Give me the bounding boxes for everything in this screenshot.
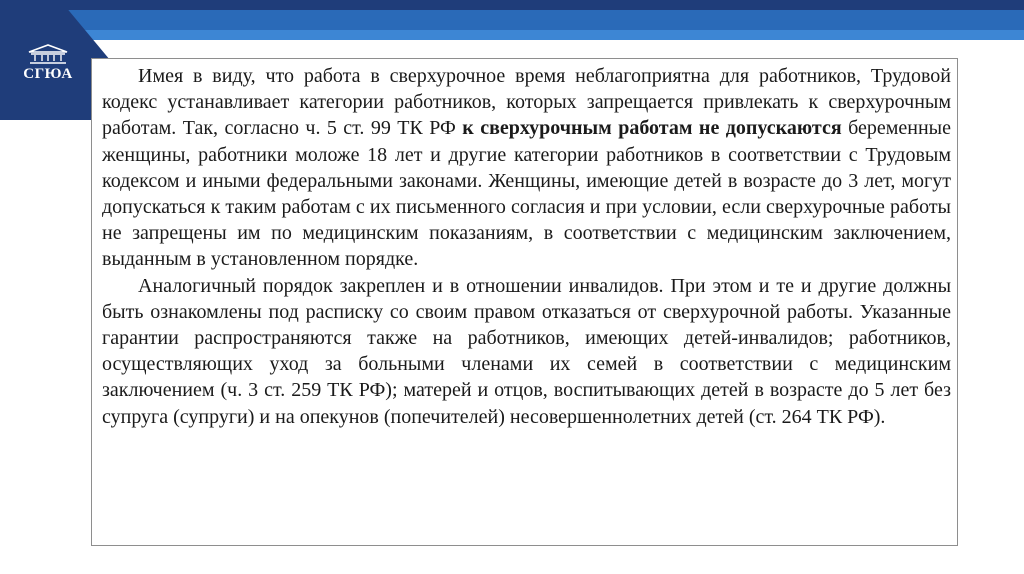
text-content-box xyxy=(91,58,958,546)
logo-text: СГЮА xyxy=(23,66,73,82)
header-band xyxy=(0,0,1024,60)
building-emblem-icon xyxy=(25,44,71,64)
paragraph-1-text-end: беременные женщины, работники моложе 18 лет и другие категории работников в соответствии с Трудовым кодексом и иными федеральными законами. Женщины, имеющие детей в возрасте до 3 лет, могут допускаться к таким работам с их письменного согласия и при условии, если сверхурочные работы не запрещены им по медицинским показаниям, в соответствии с медицинским заключением, выданным в установленном порядке. xyxy=(102,117,952,271)
paragraph-1-text-start: Имея в виду, что работа в сверхурочное время неблагоприятна для работников, Трудовой кодекс устанавливает категории работников, которых запрещается привлекать к сверхурочным работам. Так, согласно ч. 5 ст. 99 ТК РФ xyxy=(102,65,951,140)
university-logo xyxy=(14,44,82,104)
paragraph-overtime-restrictions xyxy=(102,63,951,273)
paragraph-1-emphasis: к сверхурочным работам не допускаются xyxy=(462,117,842,140)
paragraph-disabled-guarantees: Аналогичный порядок закреплен и в отношении инвалидов. При этом и те и другие должны быть ознакомлены под расписку со своим правом отказаться от сверхурочной работы. Указанные гарантии распространяются также на работников, имеющих детей-инвалидов; работников, осуществляющих уход за больными членами их семей в соответствии с медицинским заключением (ч. 3 ст. 259 ТК РФ); матерей и отцов, воспитывающих детей в возрасте до 5 лет без супруга (супруги) и на опекунов (попечителей) несовершеннолетних детей (ст. 264 ТК РФ). xyxy=(102,274,951,428)
